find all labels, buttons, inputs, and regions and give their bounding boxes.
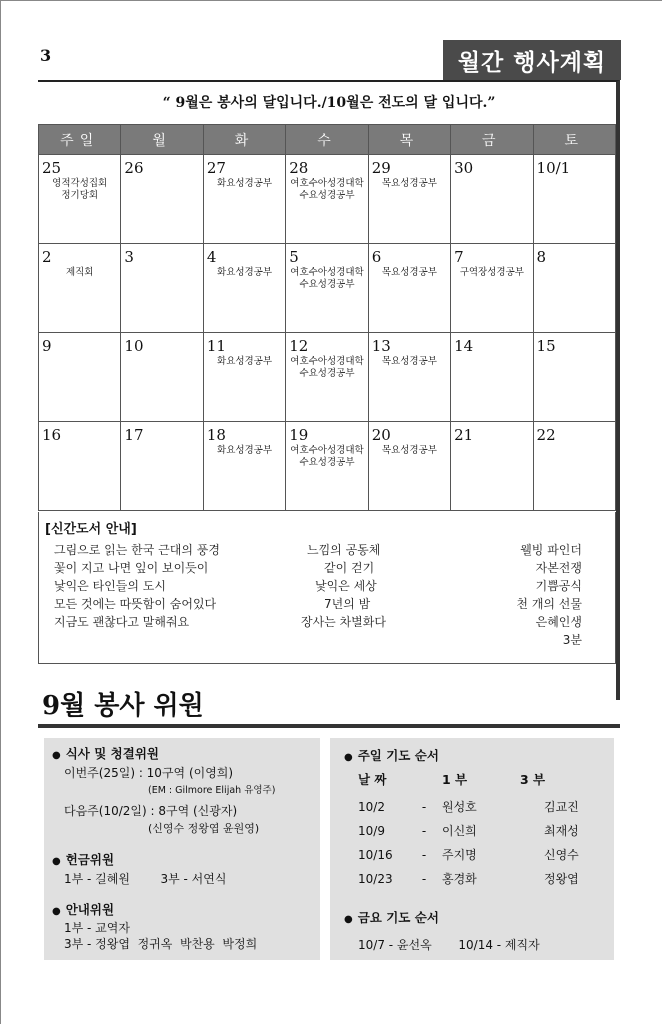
day-number: 9 xyxy=(42,337,52,355)
offering-heading-label: 헌금위원 xyxy=(65,852,115,867)
calendar-week-row xyxy=(39,333,616,422)
day-number: 30 xyxy=(454,159,474,177)
book-title: 그림으로 읽는 한국 근대의 풍경 xyxy=(54,543,220,557)
day-event: 목요성경공부 xyxy=(381,356,437,367)
day-event: 여호수아성경대학 수요성경공부 xyxy=(290,445,364,468)
prayer-third-service: 김교진 xyxy=(544,800,579,814)
calendar-day-cell xyxy=(203,422,285,511)
usher-line-1: 1부 - 교역자 xyxy=(64,921,130,935)
calendar-day-cell xyxy=(368,333,450,422)
prayer-third-service: 신영수 xyxy=(544,848,579,862)
day-event: 목요성경공부 xyxy=(381,178,437,189)
book-title: 천 개의 선물 xyxy=(516,597,582,611)
day-event: 화요성경공부 xyxy=(217,445,273,456)
day-number: 3 xyxy=(124,248,134,266)
calendar-week-row xyxy=(39,422,616,511)
book-title: 장사는 차별화다 xyxy=(301,615,386,629)
bullet-icon: ● xyxy=(344,914,353,925)
prayer-dash: - xyxy=(421,824,427,838)
weekday-thursday: 목 xyxy=(368,125,450,155)
book-title: 지금도 괜찮다고 말해줘요 xyxy=(54,615,190,629)
friday-prayer-line: 10/7 - 윤선옥 10/14 - 제직자 xyxy=(358,938,540,952)
prayer-dash: - xyxy=(421,872,427,886)
meal-next-week: 다음주(10/2일) : 8구역 (신광자) xyxy=(64,804,238,818)
day-number: 16 xyxy=(42,426,62,444)
book-title: 은혜인생 xyxy=(535,615,582,629)
calendar-day-cell xyxy=(286,155,368,244)
calendar-day-cell xyxy=(39,155,121,244)
prayer-col-third: 3 부 xyxy=(520,772,546,787)
day-event: 화요성경공부 xyxy=(217,356,273,367)
day-number: 26 xyxy=(124,159,144,177)
calendar-day-cell xyxy=(368,244,450,333)
friday-prayer-heading xyxy=(344,910,439,927)
weekday-header-row xyxy=(39,125,616,155)
day-number: 8 xyxy=(536,248,547,266)
bullet-icon: ● xyxy=(52,906,61,917)
calendar-day-cell xyxy=(121,244,203,333)
calendar-day-cell xyxy=(451,155,533,244)
day-number: 25 xyxy=(42,159,62,177)
day-number: 10/1 xyxy=(536,159,571,177)
new-books-box xyxy=(38,512,616,664)
calendar-day-cell xyxy=(121,333,203,422)
prayer-row xyxy=(358,846,579,863)
book-title: 낯익은 타인들의 도시 xyxy=(54,579,166,593)
prayer-first-service: 이신희 xyxy=(442,824,477,838)
monthly-motto: “ 9월은 봉사의 달입니다./10월은 전도의 달 입니다.” xyxy=(162,95,496,111)
prayer-dash: - xyxy=(421,848,427,862)
usher-heading xyxy=(52,902,114,919)
day-number: 2 xyxy=(42,248,52,266)
calendar-day-cell xyxy=(39,333,121,422)
day-number: 11 xyxy=(206,337,226,355)
prayer-first-service: 홍경화 xyxy=(442,872,477,886)
day-number: 18 xyxy=(206,426,226,444)
day-number: 28 xyxy=(289,159,309,177)
event-calendar xyxy=(38,124,616,511)
book-title: 기쁨공식 xyxy=(535,579,582,593)
calendar-day-cell xyxy=(533,155,615,244)
sunday-prayer-heading xyxy=(344,748,439,765)
calendar-day-cell xyxy=(533,244,615,333)
day-number: 15 xyxy=(536,337,556,355)
day-number: 7 xyxy=(454,248,464,266)
day-number: 22 xyxy=(536,426,556,444)
prayer-dash: - xyxy=(421,800,427,814)
day-number: 14 xyxy=(454,337,474,355)
prayer-col-date: 날 짜 xyxy=(358,772,387,787)
calendar-day-cell xyxy=(368,422,450,511)
day-event: 목요성경공부 xyxy=(381,445,437,456)
day-number: 6 xyxy=(371,248,382,266)
meal-next-week-note: (신영수 정왕엽 윤원영) xyxy=(148,822,260,835)
day-event: 여호수아성경대학 수요성경공부 xyxy=(290,356,364,379)
weekday-saturday: 토 xyxy=(533,125,615,155)
meal-heading xyxy=(52,746,159,763)
prayer-first-service: 주지명 xyxy=(442,848,477,862)
weekday-monday: 월 xyxy=(121,125,203,155)
day-number: 5 xyxy=(289,248,299,266)
prayer-third-service: 정왕엽 xyxy=(544,872,579,886)
bullet-icon: ● xyxy=(52,856,61,867)
prayer-third-service: 최재성 xyxy=(544,824,579,838)
day-number: 12 xyxy=(289,337,309,355)
book-title: 자본전쟁 xyxy=(535,561,582,575)
service-committee-title: 9월 봉사 위원 xyxy=(42,691,204,721)
offering-line: 1부 - 길혜원 3부 - 서연식 xyxy=(64,872,227,886)
day-number: 19 xyxy=(289,426,309,444)
prayer-row xyxy=(358,870,579,887)
section-divider xyxy=(38,724,620,728)
calendar-day-cell xyxy=(451,244,533,333)
calendar-day-cell xyxy=(286,244,368,333)
calendar-week-row xyxy=(39,244,616,333)
calendar-day-cell xyxy=(39,422,121,511)
page-number: 3 xyxy=(40,46,52,65)
book-title: 낯익은 세상 xyxy=(315,579,377,593)
prayer-date: 10/9 xyxy=(358,824,385,838)
weekday-friday: 금 xyxy=(451,125,533,155)
book-title: 웰빙 파인더 xyxy=(520,543,582,557)
calendar-day-cell xyxy=(533,422,615,511)
calendar-week-row xyxy=(39,155,616,244)
prayer-col-first: 1 부 xyxy=(442,772,468,787)
calendar-day-cell xyxy=(286,333,368,422)
weekday-sunday: 주일 xyxy=(39,125,121,155)
calendar-day-cell xyxy=(121,422,203,511)
day-number: 17 xyxy=(124,426,144,444)
prayer-row xyxy=(358,798,579,815)
day-number: 29 xyxy=(371,159,391,177)
day-number: 4 xyxy=(206,248,217,266)
day-event: 화요성경공부 xyxy=(217,267,273,278)
new-books-title: [신간도서 안내] xyxy=(45,522,137,537)
day-event: 영적각성집회 정기당회 xyxy=(52,178,108,201)
usher-heading-label: 안내위원 xyxy=(65,902,115,917)
book-title: 3분 xyxy=(562,633,582,647)
prayer-first-service: 원성호 xyxy=(442,800,477,814)
book-title: 꽃이 지고 나면 잎이 보이듯이 xyxy=(54,561,209,575)
book-title: 모든 것에는 따뜻함이 숨어있다 xyxy=(54,597,217,611)
day-event: 여호수아성경대학 수요성경공부 xyxy=(290,267,364,290)
meal-this-week: 이번주(25일) : 10구역 (이영희) xyxy=(64,766,234,780)
bullet-icon: ● xyxy=(52,750,61,761)
service-left-panel xyxy=(44,738,320,960)
calendar-day-cell xyxy=(533,333,615,422)
book-title: 느낌의 공동체 xyxy=(307,543,381,557)
service-right-panel xyxy=(330,738,614,960)
weekday-wednesday: 수 xyxy=(286,125,368,155)
meal-heading-label: 식사 및 청결위원 xyxy=(65,746,159,761)
prayer-date: 10/2 xyxy=(358,800,385,814)
usher-line-2: 3부 - 정왕엽 정귀옥 박찬용 박정희 xyxy=(64,937,258,951)
day-number: 27 xyxy=(206,159,226,177)
calendar-day-cell xyxy=(451,333,533,422)
day-number: 13 xyxy=(371,337,391,355)
meal-this-week-note: (EM : Gilmore Elijah 유영주) xyxy=(148,785,276,796)
day-number: 10 xyxy=(124,337,144,355)
prayer-row xyxy=(358,822,579,839)
header-title: 월간 행사계획 xyxy=(443,40,621,80)
calendar-day-cell xyxy=(203,244,285,333)
calendar-day-cell xyxy=(368,155,450,244)
calendar-day-cell xyxy=(203,155,285,244)
book-title: 같이 걷기 xyxy=(324,561,375,575)
day-number: 20 xyxy=(371,426,391,444)
day-event: 구역장성경공부 xyxy=(459,267,524,278)
calendar-day-cell xyxy=(121,155,203,244)
day-event: 제직회 xyxy=(65,267,94,278)
sunday-prayer-heading-label: 주일 기도 순서 xyxy=(357,748,439,763)
friday-prayer-heading-label: 금요 기도 순서 xyxy=(357,910,439,925)
day-number: 21 xyxy=(454,426,474,444)
calendar-day-cell xyxy=(39,244,121,333)
offering-heading xyxy=(52,852,114,869)
prayer-date: 10/16 xyxy=(358,848,393,862)
day-event: 화요성경공부 xyxy=(217,178,273,189)
prayer-date: 10/23 xyxy=(358,872,393,886)
weekday-tuesday: 화 xyxy=(203,125,285,155)
day-event: 여호수아성경대학 수요성경공부 xyxy=(290,178,364,201)
calendar-day-cell xyxy=(203,333,285,422)
calendar-day-cell xyxy=(286,422,368,511)
book-title: 7년의 밤 xyxy=(324,597,371,611)
bullet-icon: ● xyxy=(344,752,353,763)
calendar-day-cell xyxy=(451,422,533,511)
day-event: 목요성경공부 xyxy=(381,267,437,278)
